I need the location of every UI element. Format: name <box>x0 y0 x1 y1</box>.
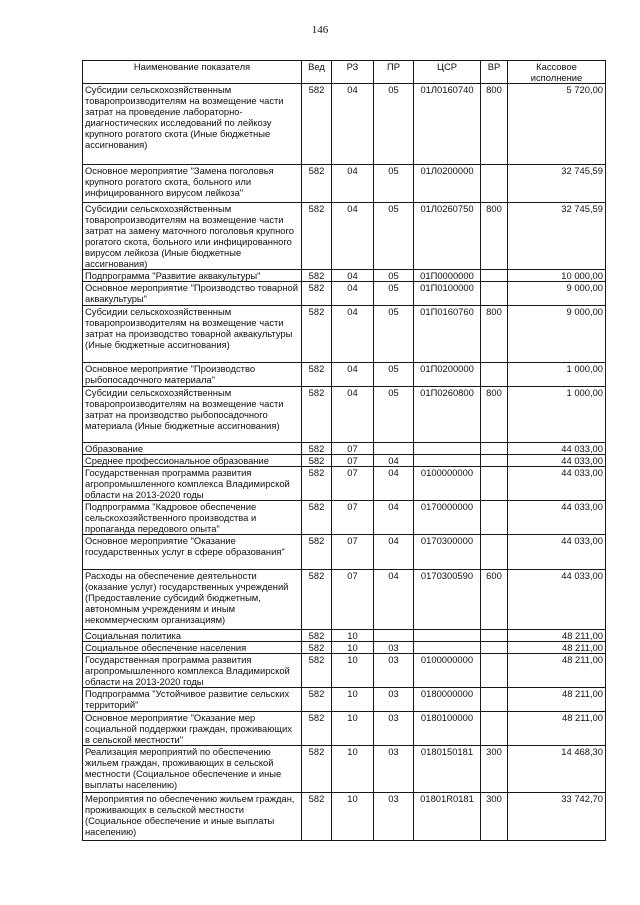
cell-ved: 582 <box>302 570 332 630</box>
cell-ved: 582 <box>302 443 332 455</box>
cell-csr <box>414 642 481 654</box>
table-row <box>83 282 606 306</box>
cell-amount: 44 033,00 <box>508 570 606 630</box>
cell-vr <box>481 712 508 746</box>
cell-pr <box>374 443 414 455</box>
cell-amount: 32 745,59 <box>508 165 606 203</box>
cell-pr: 04 <box>374 501 414 535</box>
cell-pr: 05 <box>374 282 414 306</box>
cell-name: Основное мероприятие "Замена поголовья крупного рогатого скота, больного или инфицированного вирусом лейкоза" <box>83 165 302 203</box>
cell-rz: 10 <box>332 630 374 642</box>
cell-name: Основное мероприятие "Оказание мер социальной поддержки граждан, проживающих в сельской местности" <box>83 712 302 746</box>
cell-ved: 582 <box>302 501 332 535</box>
table-row <box>83 387 606 443</box>
cell-amount: 5 720,00 <box>508 84 606 165</box>
cell-ved: 582 <box>302 165 332 203</box>
cell-ved: 582 <box>302 467 332 501</box>
table-row <box>83 467 606 501</box>
table-row <box>83 535 606 570</box>
cell-vr <box>481 535 508 570</box>
cell-vr <box>481 270 508 282</box>
cell-amount: 44 033,00 <box>508 443 606 455</box>
cell-name: Подпрограмма "Устойчивое развитие сельских территорий" <box>83 688 302 712</box>
cell-vr: 800 <box>481 306 508 363</box>
cell-vr <box>481 443 508 455</box>
table-row <box>83 165 606 203</box>
cell-amount: 48 211,00 <box>508 688 606 712</box>
table-row <box>83 630 606 642</box>
cell-amount: 44 033,00 <box>508 467 606 501</box>
cell-csr: 0100000000 <box>414 467 481 501</box>
cell-rz: 07 <box>332 443 374 455</box>
cell-csr: 01Л0200000 <box>414 165 481 203</box>
cell-csr: 01Л0260750 <box>414 203 481 270</box>
cell-csr <box>414 630 481 642</box>
table-header <box>83 61 606 84</box>
cell-pr: 05 <box>374 165 414 203</box>
cell-csr: 0180000000 <box>414 688 481 712</box>
cell-ved: 582 <box>302 203 332 270</box>
table-row <box>83 306 606 363</box>
cell-name: Подпрограмма "Развитие аквакультуры" <box>83 270 302 282</box>
cell-rz: 10 <box>332 654 374 688</box>
table-body <box>83 84 606 841</box>
cell-pr: 05 <box>374 363 414 387</box>
column-header-pr: ПР <box>374 61 414 84</box>
cell-ved: 582 <box>302 306 332 363</box>
cell-vr <box>481 282 508 306</box>
cell-rz: 10 <box>332 688 374 712</box>
cell-pr: 04 <box>374 455 414 467</box>
table-row <box>83 455 606 467</box>
cell-csr: 01П0000000 <box>414 270 481 282</box>
cell-vr <box>481 688 508 712</box>
cell-name: Мероприятия по обеспечению жильем граждан, проживающих в сельской местности (Социальное обеспечение и иные выплаты населению) <box>83 793 302 841</box>
cell-csr: 0100000000 <box>414 654 481 688</box>
cell-amount: 44 033,00 <box>508 535 606 570</box>
cell-amount: 44 033,00 <box>508 455 606 467</box>
cell-ved: 582 <box>302 84 332 165</box>
cell-pr: 03 <box>374 712 414 746</box>
cell-rz: 04 <box>332 84 374 165</box>
cell-rz: 04 <box>332 306 374 363</box>
cell-pr: 05 <box>374 270 414 282</box>
cell-csr: 01Л0160740 <box>414 84 481 165</box>
cell-vr <box>481 467 508 501</box>
cell-ved: 582 <box>302 387 332 443</box>
cell-amount: 48 211,00 <box>508 654 606 688</box>
cell-rz: 07 <box>332 570 374 630</box>
cell-ved: 582 <box>302 282 332 306</box>
cell-pr: 04 <box>374 535 414 570</box>
cell-name: Субсидии сельскохозяйственным товаропроизводителям на возмещение части затрат на производство товарной аквакультуры (Иные бюджетные ассигнования) <box>83 306 302 363</box>
cell-name: Основное мероприятие "Производство рыбопосадочного материала" <box>83 363 302 387</box>
column-header-amount: Кассовое исполнение <box>508 61 606 84</box>
table-row <box>83 793 606 841</box>
column-header-ved: Вед <box>302 61 332 84</box>
cell-vr <box>481 165 508 203</box>
cell-amount: 48 211,00 <box>508 630 606 642</box>
cell-amount: 33 742,70 <box>508 793 606 841</box>
cell-name: Подпрограмма "Кадровое обеспечение сельскохозяйственного производства и пропаганда передового опыта" <box>83 501 302 535</box>
cell-ved: 582 <box>302 712 332 746</box>
cell-pr <box>374 630 414 642</box>
cell-vr: 300 <box>481 746 508 793</box>
table-row <box>83 688 606 712</box>
cell-name: Субсидии сельскохозяйственным товаропроизводителям на возмещение части затрат на замену маточного поголовья крупного рогатого скота, больного или инфицированного вирусом лейкоза (Иные бюджетные ассигнования) <box>83 203 302 270</box>
cell-amount: 9 000,00 <box>508 306 606 363</box>
cell-ved: 582 <box>302 688 332 712</box>
cell-vr <box>481 654 508 688</box>
cell-csr: 01801R0181 <box>414 793 481 841</box>
cell-csr <box>414 443 481 455</box>
cell-csr: 01П0100000 <box>414 282 481 306</box>
cell-csr: 0170300590 <box>414 570 481 630</box>
cell-vr: 600 <box>481 570 508 630</box>
cell-name: Государственная программа развития агропромышленного комплекса Владимирской области на 2013-2020 годы <box>83 467 302 501</box>
cell-name: Государственная программа развития агропромышленного комплекса Владимирской области на 2013-2020 годы <box>83 654 302 688</box>
cell-pr: 03 <box>374 746 414 793</box>
table-row <box>83 642 606 654</box>
table-row <box>83 570 606 630</box>
cell-amount: 1 000,00 <box>508 387 606 443</box>
cell-pr: 03 <box>374 654 414 688</box>
cell-rz: 10 <box>332 793 374 841</box>
cell-name: Основное мероприятие "Производство товарной аквакультуры" <box>83 282 302 306</box>
table-row <box>83 443 606 455</box>
cell-amount: 44 033,00 <box>508 501 606 535</box>
cell-rz: 07 <box>332 535 374 570</box>
cell-amount: 32 745,59 <box>508 203 606 270</box>
cell-vr: 800 <box>481 84 508 165</box>
cell-ved: 582 <box>302 746 332 793</box>
cell-ved: 582 <box>302 535 332 570</box>
cell-csr: 0170000000 <box>414 501 481 535</box>
cell-rz: 10 <box>332 642 374 654</box>
cell-name: Среднее профессиональное образование <box>83 455 302 467</box>
table-row <box>83 746 606 793</box>
cell-vr: 800 <box>481 387 508 443</box>
cell-amount: 1 000,00 <box>508 363 606 387</box>
cell-csr: 01П0160760 <box>414 306 481 363</box>
cell-rz: 07 <box>332 501 374 535</box>
cell-pr: 05 <box>374 387 414 443</box>
cell-csr: 01П0200000 <box>414 363 481 387</box>
cell-vr <box>481 642 508 654</box>
cell-csr: 01П0260800 <box>414 387 481 443</box>
table-row <box>83 84 606 165</box>
cell-rz: 04 <box>332 165 374 203</box>
column-header-csr: ЦСР <box>414 61 481 84</box>
cell-name: Образование <box>83 443 302 455</box>
cell-name: Реализация мероприятий по обеспечению жильем граждан, проживающих в сельской местности (Социальное обеспечение и иные выплаты населению) <box>83 746 302 793</box>
cell-rz: 04 <box>332 203 374 270</box>
cell-rz: 04 <box>332 282 374 306</box>
cell-ved: 582 <box>302 654 332 688</box>
cell-rz: 04 <box>332 363 374 387</box>
cell-vr <box>481 501 508 535</box>
cell-name: Расходы на обеспечение деятельности (оказание услуг) государственных учреждений (Предоставление субсидий бюджетным, автономным учреждениям и иным некоммерческим организациям) <box>83 570 302 630</box>
cell-pr: 04 <box>374 570 414 630</box>
cell-vr <box>481 630 508 642</box>
cell-vr: 800 <box>481 203 508 270</box>
cell-name: Социальная политика <box>83 630 302 642</box>
page-number: 146 <box>311 24 329 36</box>
cell-name: Субсидии сельскохозяйственным товаропроизводителям на возмещение части затрат на проведение лабораторно-диагностических исследований по лейкозу крупного рогатого скота (Иные бюджетные ассигнования) <box>83 84 302 165</box>
table-row <box>83 501 606 535</box>
cell-ved: 582 <box>302 630 332 642</box>
cell-csr: 0170300000 <box>414 535 481 570</box>
table-row <box>83 712 606 746</box>
table-row <box>83 203 606 270</box>
cell-name: Основное мероприятие "Оказание государственных услуг в сфере образования" <box>83 535 302 570</box>
cell-csr: 0180150181 <box>414 746 481 793</box>
cell-rz: 04 <box>332 387 374 443</box>
cell-rz: 10 <box>332 746 374 793</box>
cell-pr: 03 <box>374 642 414 654</box>
cell-pr: 05 <box>374 306 414 363</box>
cell-amount: 10 000,00 <box>508 270 606 282</box>
cell-vr <box>481 363 508 387</box>
cell-name: Субсидии сельскохозяйственным товаропроизводителям на возмещение части затрат на производство рыбопосадочного материала (Иные бюджетные ассигнования) <box>83 387 302 443</box>
cell-pr: 05 <box>374 84 414 165</box>
table-row <box>83 270 606 282</box>
column-header-rz: РЗ <box>332 61 374 84</box>
cell-amount: 48 211,00 <box>508 712 606 746</box>
cell-amount: 48 211,00 <box>508 642 606 654</box>
header-row <box>83 61 606 84</box>
cell-amount: 9 000,00 <box>508 282 606 306</box>
cell-pr: 04 <box>374 467 414 501</box>
cell-name: Социальное обеспечение населения <box>83 642 302 654</box>
column-header-name: Наименование показателя <box>83 61 302 84</box>
cell-pr: 03 <box>374 793 414 841</box>
cell-ved: 582 <box>302 363 332 387</box>
table-row <box>83 654 606 688</box>
cell-pr: 03 <box>374 688 414 712</box>
cell-rz: 10 <box>332 712 374 746</box>
cell-rz: 07 <box>332 467 374 501</box>
cell-ved: 582 <box>302 642 332 654</box>
cell-vr <box>481 455 508 467</box>
cell-ved: 582 <box>302 793 332 841</box>
cell-csr <box>414 455 481 467</box>
cell-pr: 05 <box>374 203 414 270</box>
cell-amount: 14 468,30 <box>508 746 606 793</box>
cell-ved: 582 <box>302 270 332 282</box>
cell-rz: 04 <box>332 270 374 282</box>
budget-table <box>82 60 606 841</box>
cell-csr: 0180100000 <box>414 712 481 746</box>
table-row <box>83 363 606 387</box>
cell-vr: 300 <box>481 793 508 841</box>
cell-rz: 07 <box>332 455 374 467</box>
cell-ved: 582 <box>302 455 332 467</box>
column-header-vr: ВР <box>481 61 508 84</box>
